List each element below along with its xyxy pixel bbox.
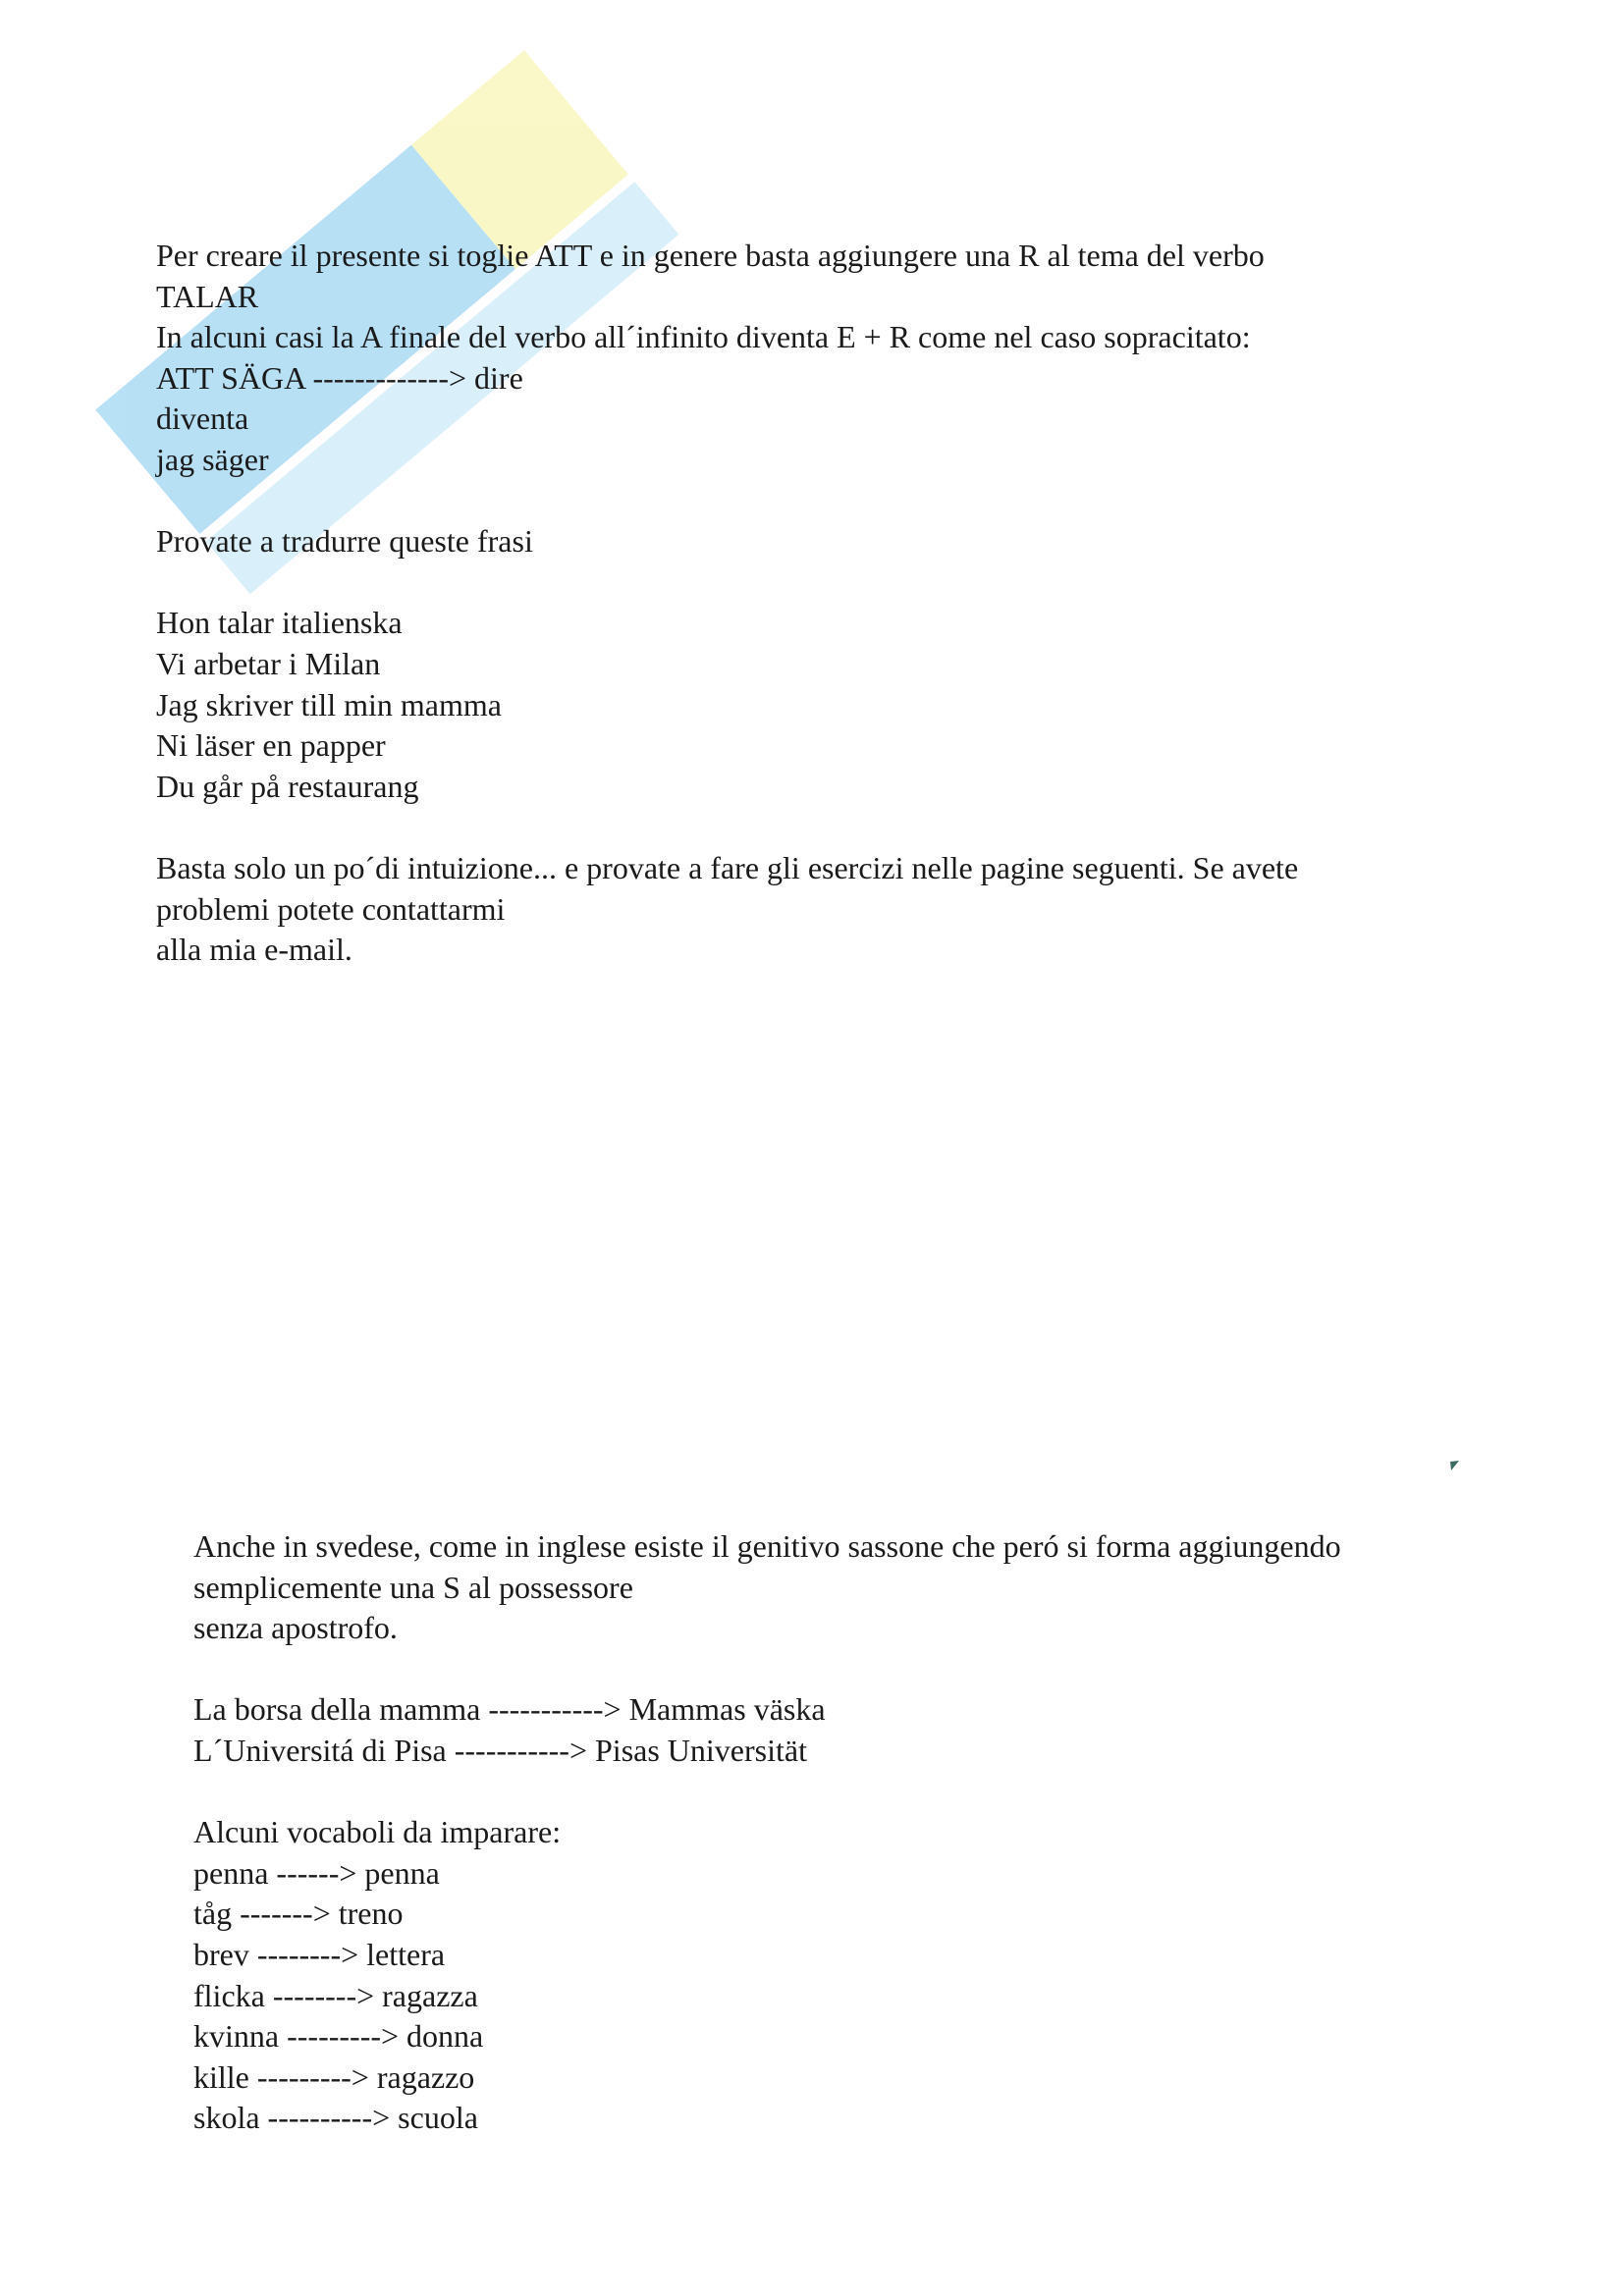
closing-line: Basta solo un po´di intuizione... e provate a fare gli esercizi nelle pagine seguenti. Se avete: [156, 849, 1299, 885]
closing-line: alla mia e-mail.: [156, 932, 352, 968]
exercise-sentence: Jag skriver till min mamma: [156, 686, 502, 722]
vocab-heading: Alcuni vocaboli da imparare:: [193, 1814, 562, 1850]
example-line: L´Universitá di Pisa -----------> Pisas Universität: [193, 1732, 807, 1768]
blank-line: [193, 1649, 1341, 1690]
vocab-item: penna ------> penna: [193, 1854, 440, 1891]
text-line: In alcuni casi la A finale del verbo all´infinito diventa E + R come nel caso sopracitato:: [156, 319, 1251, 355]
vocab-item: flicka --------> ragazza: [193, 1977, 478, 2013]
exercise-sentence: Hon talar italienska: [156, 605, 403, 641]
text-line: diventa: [156, 400, 249, 437]
example-line: La borsa della mamma -----------> Mammas väska: [193, 1691, 826, 1728]
saxon-genitive-section: [193, 1526, 1341, 2139]
text-line: ATT SÄGA -------------> dire: [156, 359, 523, 396]
text-line: jag säger: [156, 441, 269, 477]
text-line: Per creare il presente si toglie ATT e in genere basta aggiungere una R al tema del verbo: [156, 238, 1265, 273]
intro-line: semplicemente una S al possessore: [193, 1569, 633, 1605]
vocab-item: skola ----------> scuola: [193, 2100, 478, 2136]
blank-line: [156, 562, 1298, 604]
intro-line: Anche in svedese, come in inglese esiste il genitivo sassone che peró si forma aggiungendo: [193, 1528, 1341, 1564]
blank-line: [156, 807, 1298, 848]
exercise-intro: Provate a tradurre queste frasi: [156, 523, 533, 560]
blank-line: [156, 481, 1298, 522]
text-line: TALAR: [156, 278, 259, 314]
vocab-item: brev --------> lettera: [193, 1936, 446, 1972]
verb-present-section: [156, 236, 1298, 971]
closing-line: problemi potete contattarmi: [156, 890, 506, 927]
intro-line: senza apostrofo.: [193, 1610, 398, 1646]
exercise-sentence: Ni läser en papper: [156, 727, 386, 764]
exercise-sentence: Du går på restaurang: [156, 768, 419, 804]
blank-line: [193, 1772, 1341, 1813]
corner-mark-icon: [1449, 1460, 1461, 1471]
vocab-item: tåg -------> treno: [193, 1896, 404, 1932]
vocab-item: kvinna ---------> donna: [193, 2018, 484, 2055]
exercise-sentence: Vi arbetar i Milan: [156, 645, 381, 681]
vocab-item: kille ---------> ragazzo: [193, 2058, 475, 2095]
